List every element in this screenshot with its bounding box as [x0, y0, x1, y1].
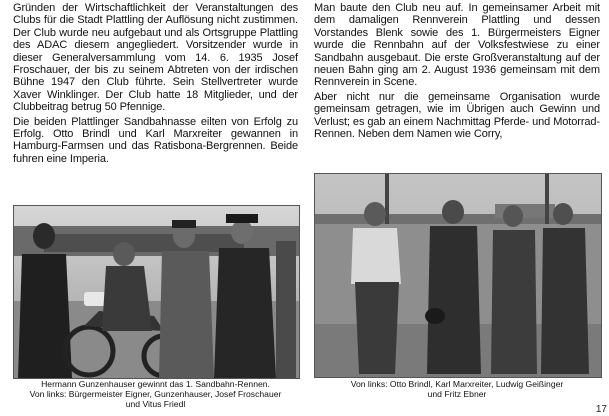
photo-four-riders — [314, 173, 602, 378]
paragraph: Die beiden Plattlinger Sandbahnasse eilten von Erfolg zu Erfolg. Otto Brindl und Karl Marxreiter gewannen in Hamburg-Farmsen und das Ratisbona-Bergrennen. Beide fuhren eine Imperia. — [13, 115, 298, 165]
photo-caption-right — [314, 379, 600, 399]
paragraph: Aber nicht nur die gemeinsame Organisation wurde gemeinsam getragen, wie im Übrigen auch Gewinn und Verlust; es gab an einem Nachmittag Pferde- und Motorrad-Rennen. Neben dem Namen wie Corry, — [314, 90, 600, 141]
page-number: 17 — [595, 404, 607, 415]
right-text-column — [314, 2, 600, 142]
photo-caption-left — [13, 379, 298, 410]
caption-line: Hermann Gunzenhauser gewinnt das 1. Sandbahn-Rennen. — [41, 379, 270, 389]
caption-line: Von links: Bürgermeister Eigner, Gunzenhauser, Josef Froschauer — [29, 389, 282, 400]
left-text-column — [13, 2, 298, 167]
caption-line: Von links: Otto Brindl, Karl Marxreiter, Ludwig Geißinger — [350, 379, 564, 389]
paragraph: Man baute den Club neu auf. In gemeinsamer Arbeit mit dem damaligen Rennverein Plattling und dessen Vorstandes Blenk sowie des 1. Bürgermeisters Eigner wurde die Rennbahn auf der Volksfestwiese zu einer Sandbahn ausgebaut. Die erste Großveranstaltung auf der neuen Bahn ging am 2. August 1936 gemeinsam mit dem Rennverein in Scene. — [314, 2, 600, 89]
photo-race-winner — [13, 205, 300, 379]
caption-line: und Vitus Friedl — [125, 399, 186, 410]
paragraph: Gründen der Wirtschaftlichkeit der Veranstaltungen des Clubs für die Stadt Plattling der Auflösung nicht zustimmen. Der Club wurde neu aufgebaut und als Ortsgruppe Plattling des ADAC diesem angegliedert. Vorsitzender wurde in dieser Generalversammlung vom 14. 6. 1935 Josef Froschauer, der bis zu seinem Abtreten von der irdischen Bühne 1947 den Club führte. Sein Stellvertreter wurde Xaver Winklinger. Der Club hatte 18 Mitglieder, und der Clubbeitrag betrug 50 Pfennige. — [13, 2, 298, 114]
caption-line: und Fritz Ebner — [427, 389, 487, 400]
